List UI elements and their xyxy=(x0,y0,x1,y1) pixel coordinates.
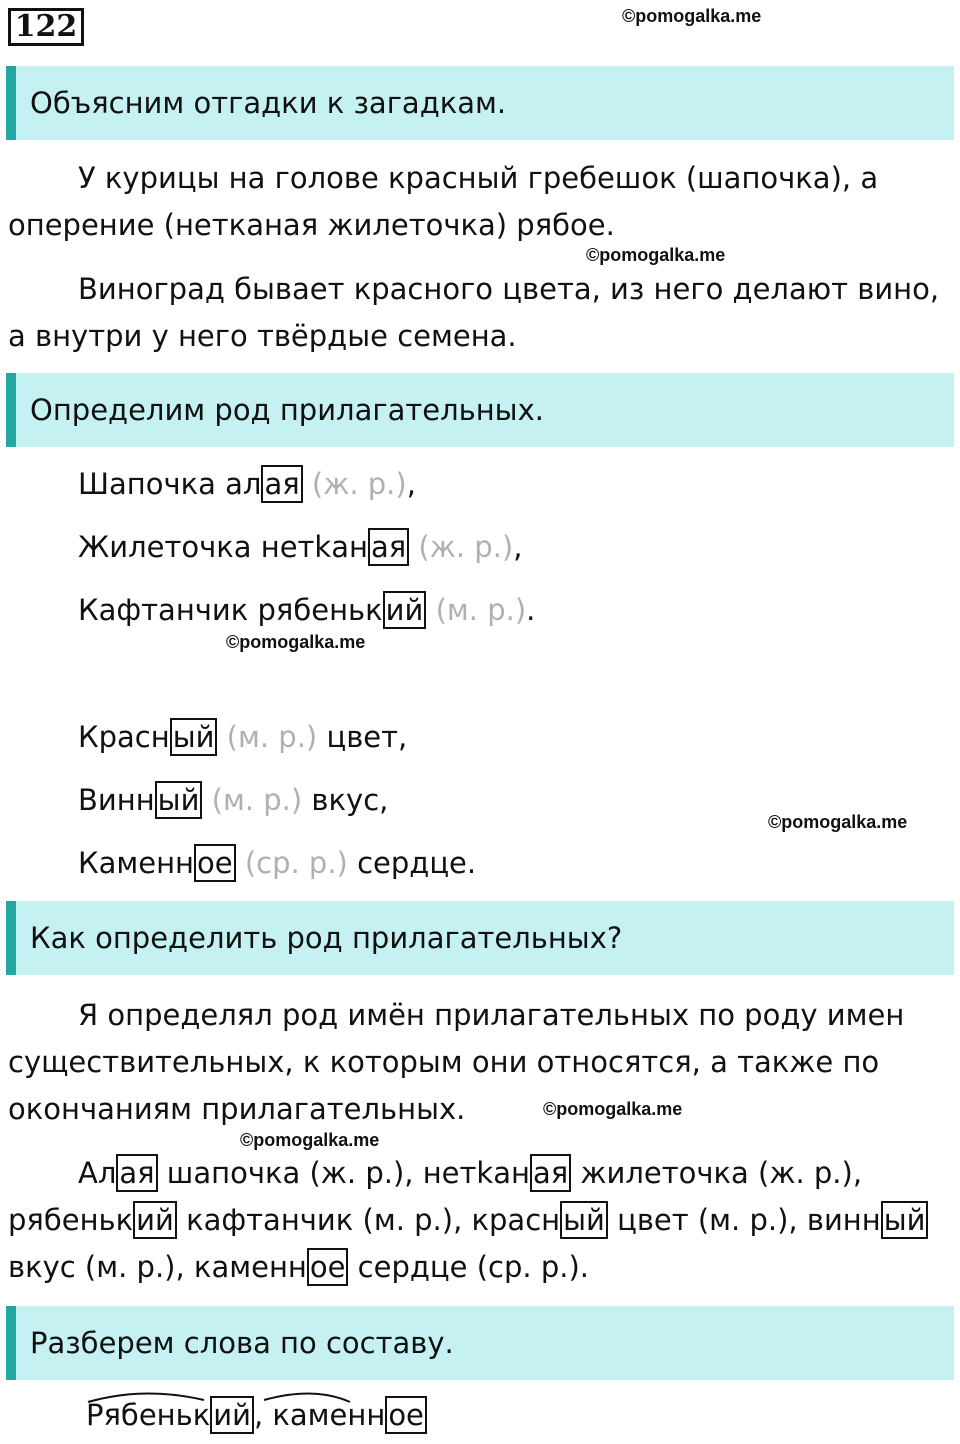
morpheme-words: Рябеньк ий , каменн ое xyxy=(86,1398,427,1432)
adjective-line: Жилеточка нетkан ая (ж. р.), xyxy=(78,530,523,564)
ending-box: ая xyxy=(261,465,302,503)
watermark: ©pomogalka.me xyxy=(586,245,726,265)
section-title-gender: Определим род прилагательных. xyxy=(6,373,954,447)
adjective-line: Винн ый (м. р.) вкус, xyxy=(78,783,389,817)
adjective-line: Кафтанчик рябеньк ий (м. р.). xyxy=(78,593,536,627)
section-title-riddles: Объясним отгадки к загадкам. xyxy=(6,66,954,140)
paragraph-explanation: Я определял род имён прилагательных по роду имен существительных, к которым они относятся, а также по окончаниям прилагательных. xyxy=(8,998,905,1126)
watermark: ©pomogalka.me xyxy=(543,1099,683,1119)
task-number: 122 xyxy=(8,8,84,46)
watermark: ©pomogalka.me xyxy=(226,632,366,652)
ending-box: ый xyxy=(155,781,203,819)
ending-box: ая xyxy=(368,528,409,566)
paragraph-grapes: Виноград бывает красного цвета, из него делают вино, а внутри у него твёрдые семена. xyxy=(8,272,940,353)
adjective-line: Красн ый (м. р.) цвет, xyxy=(78,720,408,754)
paragraph-chicken: У курицы на голове красный гребешок (шапочка), а оперение (нетканая жилеточка) рябое. xyxy=(8,161,879,242)
paragraph-summary: Ал ая шапочка (ж. р.), нетkан ая жилеточка (ж. р.), рябеньк ий кафтанчик (м. р.), красн ый цвет (м. р.), винн ый вкус (м. р.), каменн ое сердце (ср. р.). xyxy=(8,1150,948,1291)
ending-box: ий xyxy=(383,591,427,629)
ending-box: ый xyxy=(170,718,218,756)
section-title-morphemes: Разберем слова по составу. xyxy=(6,1306,954,1380)
section-title-how: Как определить род прилагательных? xyxy=(6,901,954,975)
watermark: ©pomogalka.me xyxy=(622,6,762,26)
watermark: ©pomogalka.me xyxy=(768,812,908,832)
adjective-line: Каменн ое (ср. р.) сердце. xyxy=(78,846,477,880)
watermark: ©pomogalka.me xyxy=(240,1130,380,1150)
ending-box: ое xyxy=(194,844,236,882)
adjective-line: Шапочка ал ая (ж. р.), xyxy=(78,467,416,501)
